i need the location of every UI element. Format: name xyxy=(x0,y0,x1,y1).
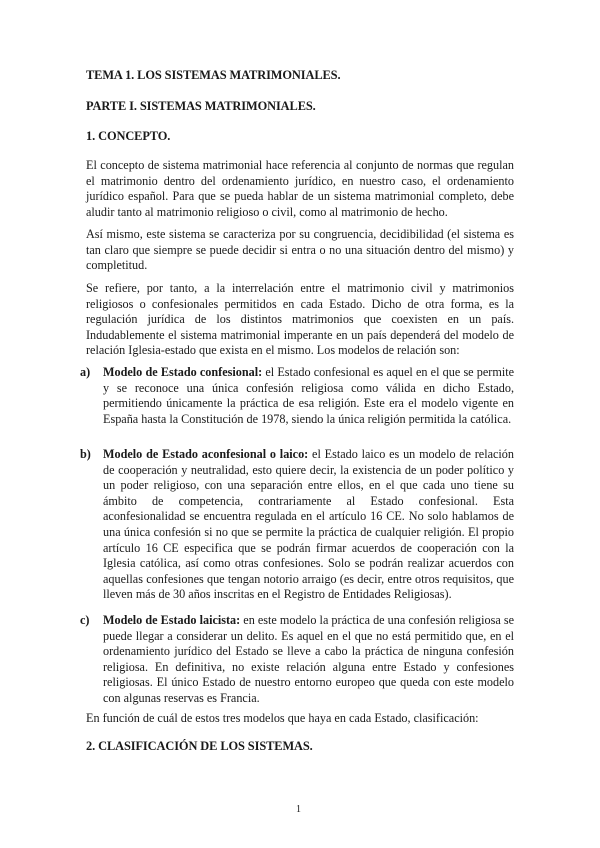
model-description: el Estado confesional es aquel en el que se permite y se reconoce una única confesión religiosa como válida en dicho Estado, permitiendo únicamente la práctica de esa religión. Este era el modelo vigente en España hasta la Constitución de 1978, siendo la única religión permitida la católica. xyxy=(103,365,515,426)
section-heading-concepto: 1. CONCEPTO. xyxy=(86,129,171,143)
list-item-confesional xyxy=(80,365,515,427)
paragraph-caracteristicas: Así mismo, este sistema se caracteriza por su congruencia, decidibilidad (el sistema es tan claro que siempre se puede decidir si entra o no una situación dentro del mismo) y completitud. xyxy=(86,227,514,273)
model-term: Modelo de Estado confesional: xyxy=(103,365,263,379)
model-term: Modelo de Estado laicista: xyxy=(103,613,241,627)
model-description: el Estado laico es un modelo de relación de cooperación y neutralidad, esto quiere decir, la existencia de un poder político y un poder religioso, con una separación entre ellos, en el que cada uno tiene su ámbito de competencia, contrariamente al Estado confesional. Esta aconfesionalidad se encuentra regulada en el artículo 16 CE. No solo hablamos de una única confesión si no que se permite la práctica de cualquier religión. El propio artículo 16 CE especifica que se podrán firmar acuerdos de cooperación con la Iglesia católica, así como otras confesiones. Solo se podrán realizar acuerdos con aquellas confesiones que tengan notorio arraigo (es decir, entre otros requisitos, que lleven más de 30 años inscritas en el Registro de Entidades Religiosas). xyxy=(103,447,514,602)
paragraph-clasificacion: En función de cuál de estos tres modelos que haya en cada Estado, clasificación: xyxy=(86,711,479,725)
list-marker: c) xyxy=(80,613,90,627)
list-marker: a) xyxy=(80,365,91,379)
paragraph-interrelacion: Se refiere, por tanto, a la interrelación entre el matrimonio civil y matrimonios religiosos o confesionales permitidos en cada Estado. Dicho de otra forma, es la regulación jurídica de los distintos matrimonios que coexisten en un país. Indudablemente el sistema matrimonial imperante en un país dependerá del modelo de relación Iglesia-estado que exista en el mismo. Los modelos de relación son: xyxy=(86,281,514,358)
model-description: en este modelo la práctica de una confesión religiosa se puede llegar a considerar un delito. Es aquel en el que no está permitido que, en el ordenamiento jurídico del Estado se lleve a cabo la práctica de ninguna confesión religiosa. En definitiva, no existe relación alguna entre Estado y confesiones religiosas. El único Estado de nuestro entorno europeo que queda con este modelo con algunas reservas es Francia. xyxy=(103,613,515,705)
list-marker: b) xyxy=(80,447,91,461)
list-item-laicista xyxy=(80,613,515,707)
list-item-aconfesional xyxy=(80,447,514,603)
model-term: Modelo de Estado aconfesional o laico: xyxy=(103,447,309,461)
page-number: 1 xyxy=(296,804,301,815)
paragraph-concepto: El concepto de sistema matrimonial hace referencia al conjunto de normas que regulan el matrimonio dentro del ordenamiento jurídico, en nuestro caso, el ordenamiento jurídico español. Para que se pueda hablar de un sistema matrimonial completo, debe aludir tanto al matrimonio religioso o civil, como al matrimonio de hecho. xyxy=(86,158,514,219)
document-title: TEMA 1. LOS SISTEMAS MATRIMONIALES. xyxy=(86,68,341,82)
section-heading-clasificacion: 2. CLASIFICACIÓN DE LOS SISTEMAS. xyxy=(86,739,313,753)
part-heading: PARTE I. SISTEMAS MATRIMONIALES. xyxy=(86,99,316,113)
